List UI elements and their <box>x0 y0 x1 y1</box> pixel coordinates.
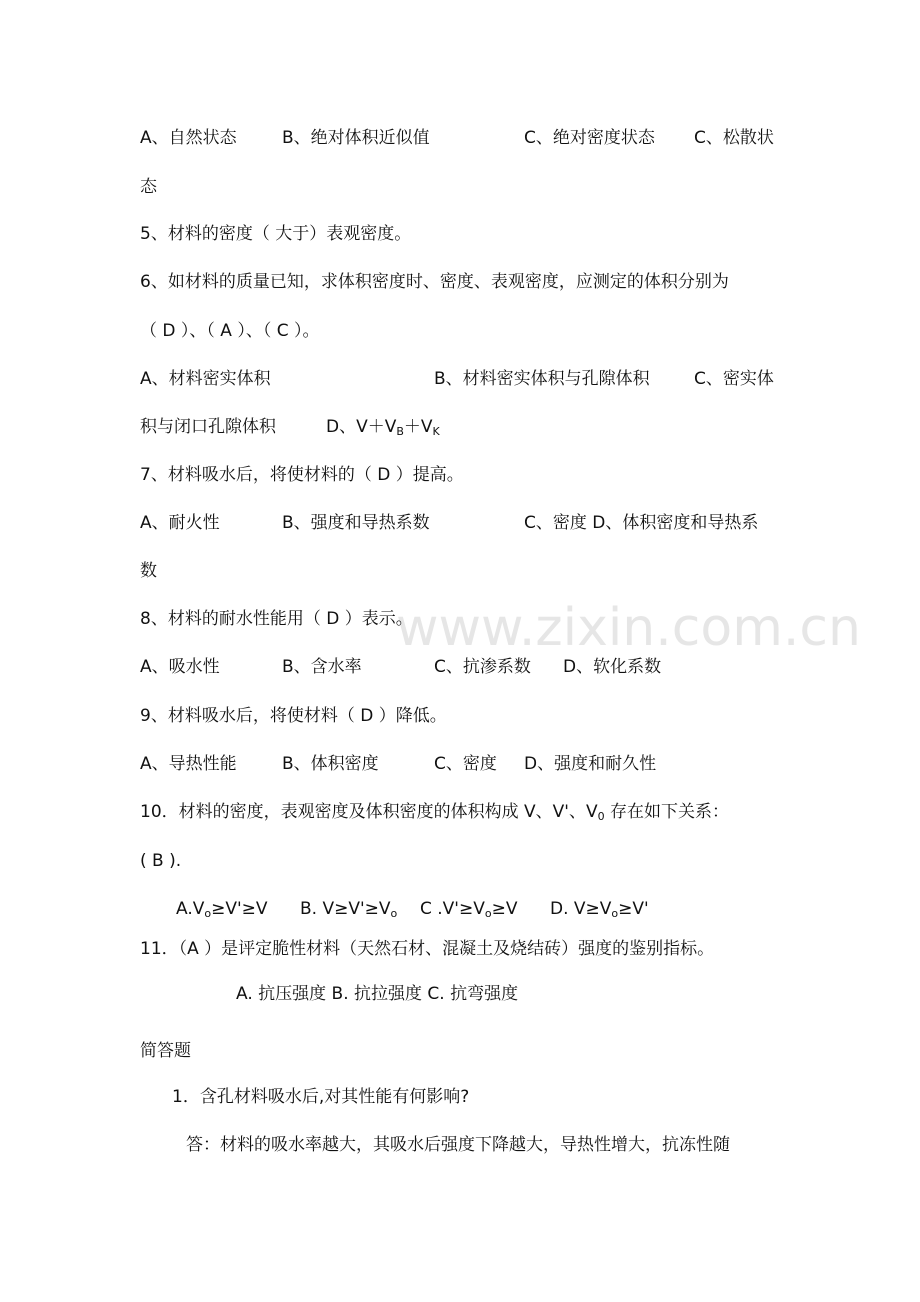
option-wrap: 态 <box>140 177 157 197</box>
option-c: C、绝对密度状态 <box>524 128 655 148</box>
q7-option-a: A、耐火性 <box>140 513 220 533</box>
question-11: 11．（A ）是评定脆性材料（天然石材、混凝土及烧结砖）强度的鉴别指标。 <box>140 939 715 959</box>
question-8: 8、材料的耐水性能用（ D ）表示。 <box>140 609 413 629</box>
q10-option-d: D. $V\ge V_o\ge V'$ <box>550 899 649 920</box>
option-c2: C、松散状 <box>694 128 774 148</box>
q6-option-b: B、材料密实体积与孔隙体积 <box>434 369 650 389</box>
q11-options: A. 抗压强度 B. 抗拉强度 C. 抗弯强度 <box>236 984 519 1004</box>
option-b: B、绝对体积近似值 <box>282 128 430 148</box>
question-5: 5、材料的密度（ 大于）表观密度。 <box>140 224 412 244</box>
q7-option-b: B、强度和导热系数 <box>282 513 430 533</box>
q10-option-b: B. $V\ge V'\ge V_o$ <box>300 899 398 920</box>
q7-option-wrap: 数 <box>140 561 157 581</box>
q10-option-c: C $.V'\ge V_o\ge V$ <box>420 899 518 920</box>
q7-option-cd: C、密度 D、体积密度和导热系 <box>524 513 759 533</box>
question-7: 7、材料吸水后，将使材料的（ D ）提高。 <box>140 465 464 485</box>
question-10-answer: ( B ). <box>140 851 182 871</box>
section-heading: 简答题 <box>140 1041 191 1061</box>
short-answer-1-answer: 答：材料的吸水率越大，其吸水后强度下降越大，导热性增大，抗冻性随 <box>186 1135 730 1155</box>
q8-option-b: B、含水率 <box>282 657 362 677</box>
option-a: A、自然状态 <box>140 128 237 148</box>
q6-option-a: A、材料密实体积 <box>140 369 271 389</box>
q9-option-a: A、导热性能 <box>140 754 237 774</box>
q9-option-d: D、强度和耐久性 <box>524 754 657 774</box>
question-6-answers: （ D ）、（ A ）、（ C ）。 <box>140 321 320 341</box>
q6-option-c-wrap: 积与闭口孔隙体积 <box>140 417 276 437</box>
q9-option-c: C、密度 <box>434 754 497 774</box>
question-6: 6、如材料的质量已知，求体积密度时、密度、表观密度，应测定的体积分别为 <box>140 272 729 292</box>
question-9: 9、材料吸水后，将使材料（ D ）降低。 <box>140 706 447 726</box>
q6-option-d: D、$V+V_B+V_K$ <box>326 417 440 438</box>
watermark: www.zixin.com.cn <box>396 598 861 658</box>
q8-option-d: D、软化系数 <box>563 657 662 677</box>
q6-option-c: C、密实体 <box>694 369 774 389</box>
q8-option-a: A、吸水性 <box>140 657 220 677</box>
q10-option-a: $A.V_o\ge V'\ge V$ <box>176 899 268 920</box>
q8-option-c: C、抗渗系数 <box>434 657 531 677</box>
question-10: 10．材料的密度，表观密度及体积密度的体积构成 V、V'、$V_0$ 存在如下关系： <box>140 802 730 823</box>
q9-option-b: B、体积密度 <box>282 754 379 774</box>
short-answer-1: 1．含孔材料吸水后,对其性能有何影响? <box>172 1087 470 1107</box>
